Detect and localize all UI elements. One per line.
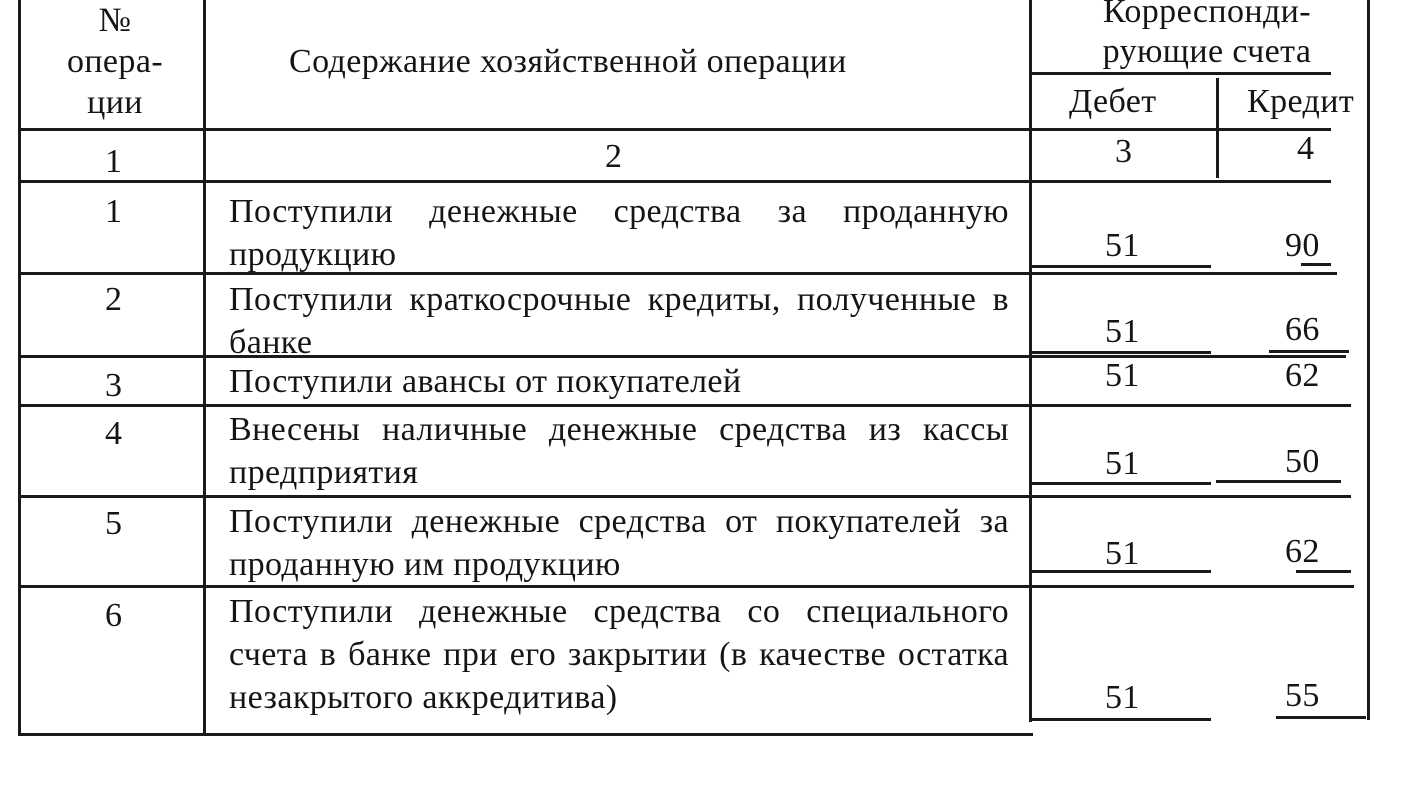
debit-account: 51	[1105, 227, 1140, 264]
header-operation-content: Содержание хозяйственной операции	[289, 43, 847, 80]
operation-number: 2	[105, 281, 123, 318]
credit-account: 62	[1285, 533, 1320, 570]
divider	[21, 404, 1351, 407]
operation-description: Внесены наличные денежные средства из кассы предприятия	[229, 411, 1009, 491]
accounting-table	[18, 0, 1371, 736]
divider	[203, 0, 206, 736]
credit-account: 66	[1285, 311, 1320, 348]
debit-account: 51	[1105, 535, 1140, 572]
column-number-4: 4	[1297, 130, 1315, 167]
operation-description: Поступили авансы от покупателей	[229, 363, 742, 400]
credit-account: 62	[1285, 357, 1320, 394]
operation-description: Поступили краткосрочные кредиты, полученные в банке	[229, 281, 1009, 361]
header-corr-line1: Корреспонди-	[1102, 0, 1312, 30]
operation-number: 1	[105, 193, 123, 230]
header-number-line2: опера-	[66, 43, 164, 80]
credit-account: 50	[1285, 443, 1320, 480]
divider	[21, 495, 1351, 498]
operation-number: 6	[105, 597, 123, 634]
credit-account: 55	[1285, 677, 1320, 714]
operation-number: 3	[105, 367, 123, 404]
divider	[1367, 0, 1370, 720]
header-corresponding-accounts	[1057, 0, 1357, 72]
operation-description: Поступили денежные средства от покупателей за проданную им продукцию	[229, 503, 1009, 583]
divider	[21, 128, 1331, 131]
operation-description: Поступили денежные средства за проданную продукцию	[229, 193, 1009, 273]
column-number-3: 3	[1115, 133, 1133, 170]
operation-number: 5	[105, 505, 123, 542]
header-debit: Дебет	[1069, 83, 1157, 120]
header-operation-number	[35, 0, 195, 123]
divider	[1216, 480, 1341, 483]
divider	[21, 180, 1331, 183]
divider	[1029, 72, 1331, 75]
operation-description: Поступили денежные средства со специального счета в банке при его закрытии (в качестве остатка незакрытого аккредитива)	[229, 593, 1009, 716]
operation-number: 4	[105, 415, 123, 452]
divider	[21, 733, 1033, 736]
debit-account: 51	[1105, 679, 1140, 716]
column-number-1: 1	[105, 143, 123, 180]
divider	[1029, 0, 1032, 722]
column-number-2: 2	[605, 138, 623, 175]
header-corr-line2: рующие счета	[1102, 33, 1312, 70]
header-credit: Кредит	[1247, 83, 1355, 120]
header-number-line3: ции	[87, 84, 143, 121]
header-number-sign: №	[98, 2, 132, 39]
credit-account: 90	[1285, 227, 1320, 264]
debit-account: 51	[1105, 357, 1140, 394]
debit-account: 51	[1105, 313, 1140, 350]
debit-account: 51	[1105, 445, 1140, 482]
